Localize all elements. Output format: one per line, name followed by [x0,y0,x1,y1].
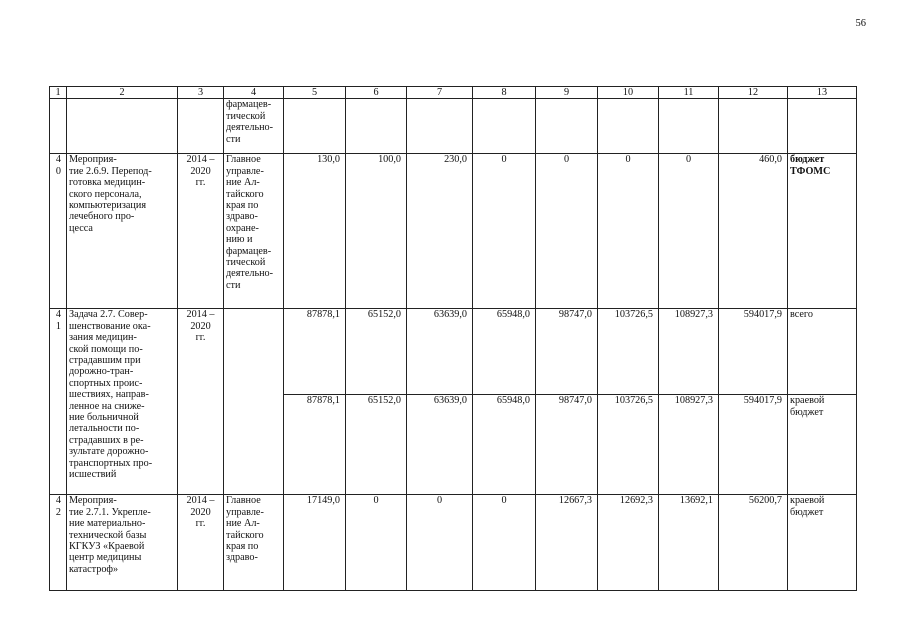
cell-empty [719,99,788,154]
value-cell: 87878,1 [284,395,346,495]
funding-source: бюджет ТФОМС [788,154,857,309]
value-cell: 65948,0 [473,309,536,395]
value-cell: 130,0 [284,154,346,309]
column-number: 6 [346,87,407,99]
cell-empty [346,99,407,154]
column-number: 4 [224,87,284,99]
column-number: 8 [473,87,536,99]
column-number: 2 [67,87,178,99]
value-cell: 65152,0 [346,395,407,495]
column-number: 9 [536,87,598,99]
period-cell: 2014 – 2020 гг. [178,495,224,591]
column-number: 5 [284,87,346,99]
value-cell: 63639,0 [407,309,473,395]
value-cell: 594017,9 [719,309,788,395]
value-cell: 13692,1 [659,495,719,591]
table-row-continuation [50,99,857,154]
value-cell: 98747,0 [536,395,598,495]
cell-empty [536,99,598,154]
period-cell: 2014 – 2020 гг. [178,154,224,309]
value-cell: 65152,0 [346,309,407,395]
value-cell: 0 [473,495,536,591]
value-cell: 230,0 [407,154,473,309]
value-cell: 65948,0 [473,395,536,495]
executor-cell-empty [224,309,284,495]
cell-empty [407,99,473,154]
value-cell: 12692,3 [598,495,659,591]
program-table [49,86,857,591]
table-row-41-total [50,309,857,395]
value-cell: 103726,5 [598,395,659,495]
value-cell: 12667,3 [536,495,598,591]
page-number: 56 [855,18,866,29]
value-cell: 63639,0 [407,395,473,495]
cell-empty [50,99,67,154]
value-cell: 0 [598,154,659,309]
cell-empty [284,99,346,154]
task-name: Задача 2.7. Совер- шенствование ока- зания медицин- ской помощи по- страдавшим при дорожно-тран- спортных проис- шествиях, направ- ленное на сниже- ние больничной летальности по- страдавших в ре- зультате дорожно- транспортных про- исшествий [67,309,178,495]
cell-empty [178,99,224,154]
executor-cell: Главное управле- ние Ал- тайского края по здраво- охране- нию и фармацев- тической деятельно- сти [224,154,284,309]
column-number: 12 [719,87,788,99]
value-cell: 100,0 [346,154,407,309]
executor-cell: фармацев- тической деятельно- сти [224,99,284,154]
funding-source: краевой бюджет [788,495,857,591]
cell-empty [598,99,659,154]
value-cell: 0 [407,495,473,591]
funding-source: всего [788,309,857,395]
value-cell: 103726,5 [598,309,659,395]
value-cell: 56200,7 [719,495,788,591]
value-cell: 108927,3 [659,309,719,395]
value-cell: 0 [536,154,598,309]
activity-name: Мероприя- тие 2.6.9. Перепод- готовка медицин- ского персонала, компьютеризация лечебного про- цесса [67,154,178,309]
value-cell: 0 [346,495,407,591]
column-number: 1 [50,87,67,99]
column-number: 7 [407,87,473,99]
executor-cell: Главное управле- ние Ал- тайского края по здраво- [224,495,284,591]
value-cell: 460,0 [719,154,788,309]
value-cell: 17149,0 [284,495,346,591]
value-cell: 87878,1 [284,309,346,395]
period-cell: 2014 – 2020 гг. [178,309,224,495]
cell-empty [67,99,178,154]
funding-source: краевой бюджет [788,395,857,495]
column-number: 3 [178,87,224,99]
value-cell: 108927,3 [659,395,719,495]
value-cell: 98747,0 [536,309,598,395]
cell-empty [473,99,536,154]
activity-name: Мероприя- тие 2.7.1. Укрепле- ние материально- технической базы КГКУЗ «Краевой центр медицины катастроф» [67,495,178,591]
value-cell: 0 [473,154,536,309]
row-number: 41 [50,309,67,495]
table-row-42 [50,495,857,591]
column-number: 11 [659,87,719,99]
value-cell: 0 [659,154,719,309]
column-number-row [50,87,857,99]
table-row-40 [50,154,857,309]
cell-empty [788,99,857,154]
value-cell: 594017,9 [719,395,788,495]
column-number: 13 [788,87,857,99]
cell-empty [659,99,719,154]
row-number: 42 [50,495,67,591]
row-number: 40 [50,154,67,309]
column-number: 10 [598,87,659,99]
